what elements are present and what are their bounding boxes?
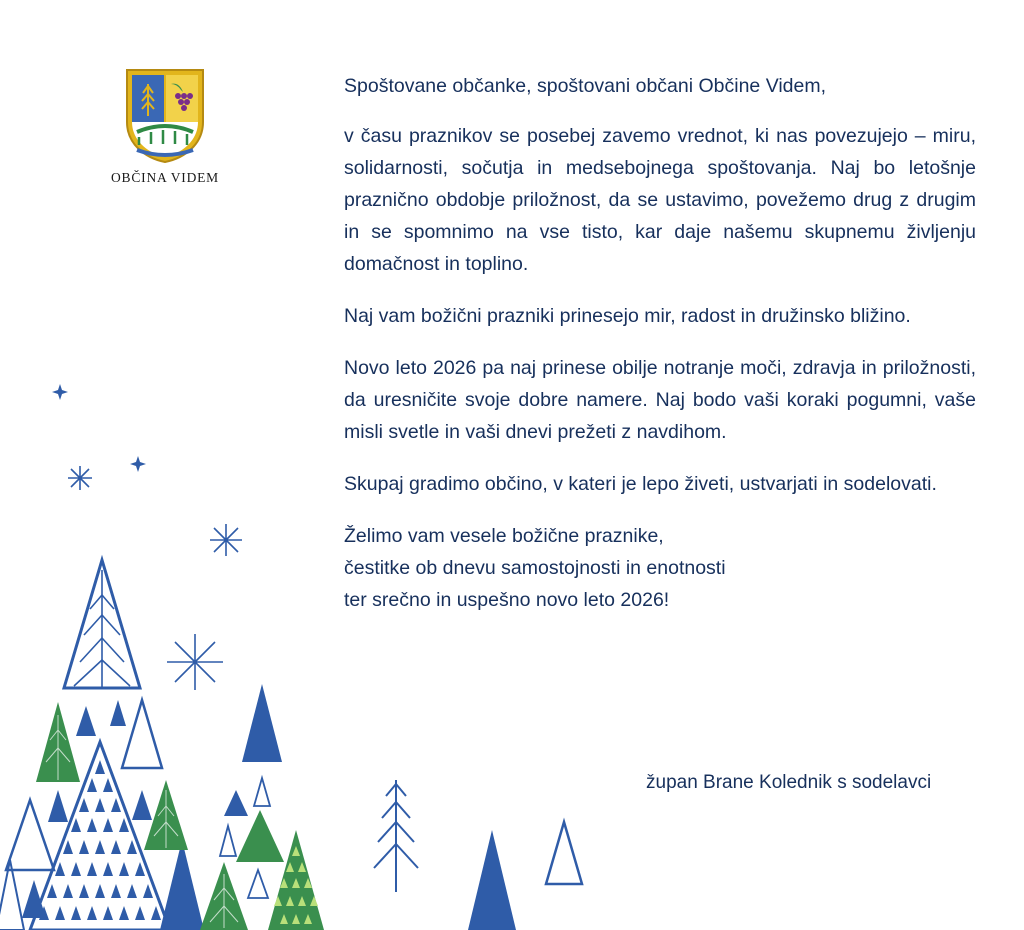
closing-line: ter srečno in uspešno novo leto 2026! (344, 589, 670, 611)
closing-line: Želimo vam vesele božične praznike, (344, 525, 664, 547)
letter-closing (344, 520, 976, 616)
christmas-tree-icon (374, 780, 418, 892)
letter-salutation: Spoštovane občanke, spoštovani občani Občine Videm, (344, 75, 827, 97)
christmas-trees-decoration-center (360, 770, 600, 930)
closing-line: čestitke ob dnevu samostojnosti in enotnosti (344, 557, 726, 579)
greeting-letter (344, 70, 976, 616)
sparkle-star-icon (130, 456, 146, 472)
municipal-crest (100, 66, 230, 186)
christmas-tree-icon (546, 822, 582, 884)
christmas-tree-icon (242, 684, 282, 762)
letter-paragraph-christmas: Naj vam božični prazniki prinesejo mir, radost in družinsko bližino. (344, 305, 911, 327)
letter-signature: župan Brane Kolednik s sodelavci (646, 772, 932, 793)
letter-paragraph-community: Skupaj gradimo občino, v kateri je lepo živeti, ustvarjati in sodelovati. (344, 473, 937, 495)
christmas-tree-icon (236, 810, 284, 862)
snowflake-icon (167, 634, 223, 690)
christmas-tree-icon (64, 560, 140, 688)
christmas-forest-decoration (0, 370, 340, 930)
letter-paragraph-new-year: Novo leto 2026 pa naj prinese obilje notranje moči, zdravja in priložnosti, da uresničite svoje dobre namere. Naj bodo vaši koraki pogumni, vaše misli svetle in vaši dnevi prežeti z navdihom. (344, 357, 976, 443)
snowflake-icon (210, 524, 242, 556)
letter-paragraph-values: v času praznikov se posebej zavemo vrednot, ki nas povezujejo – miru, solidarnosti, sočutja in medsebojnega spoštovanja. Naj bo letošnje praznično obdobje priložnost, da se ustavimo, povežemo drug z drugim in se spomnimo na vse tisto, kar daje našemu skupnemu življenju domačnost in toplino. (344, 125, 976, 275)
snowflake-icon (68, 466, 92, 490)
coat-of-arms-icon (123, 66, 207, 164)
municipality-name: OBČINA VIDEM (111, 170, 219, 185)
christmas-tree-icon (468, 830, 516, 930)
sparkle-star-icon (52, 384, 68, 400)
